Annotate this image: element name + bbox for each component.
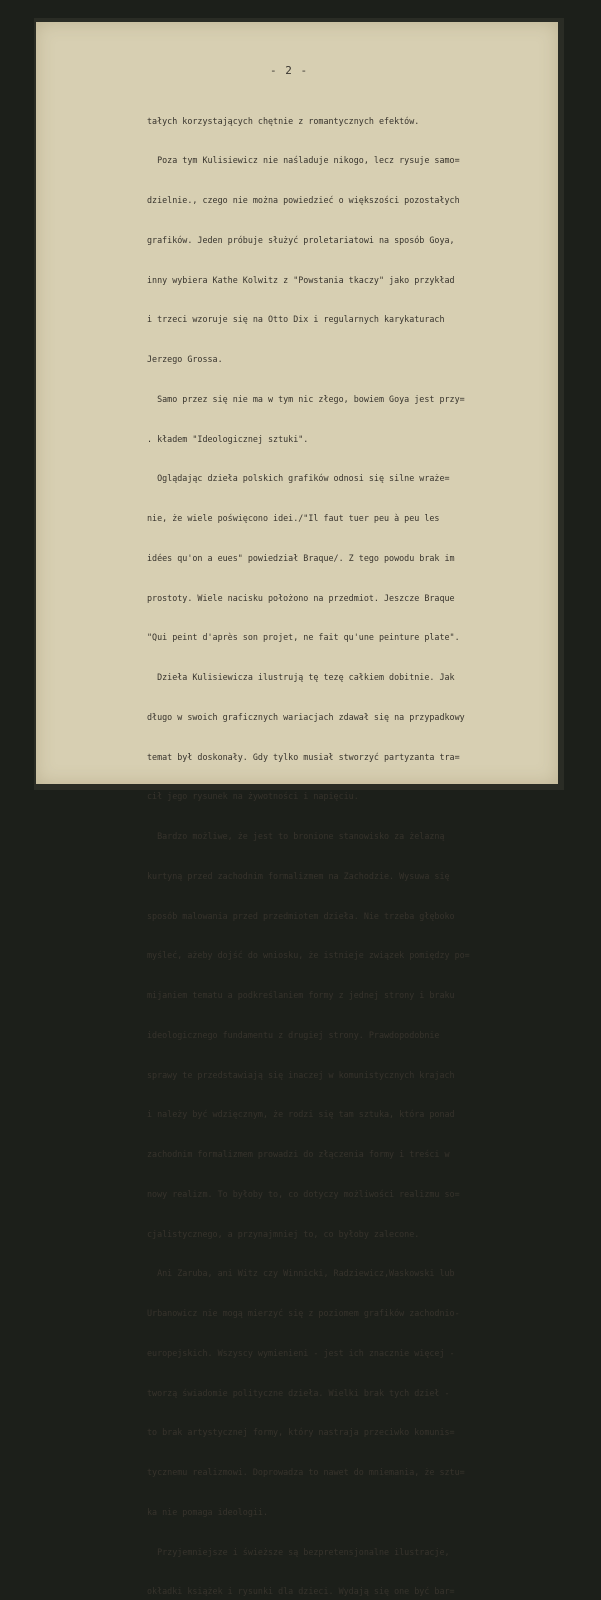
text-line: myśleć, ażeby dojść do wniosku, że istnieje związek pomiędzy po= bbox=[147, 950, 470, 961]
text-line: Dzieła Kulisiewicza ilustrują tę tezę całkiem dobitnie. Jak bbox=[147, 672, 455, 682]
text-line: Przyjemniejsze i świeższe są bezpretensjonalne ilustracje, bbox=[147, 1546, 450, 1557]
text-line: grafików. Jeden próbuje służyć proletariatowi na sposób Goya, bbox=[147, 234, 455, 245]
text-line: sposób malowania przed przedmiotem dzieła. Nie trzeba głęboko bbox=[147, 910, 455, 921]
text-line: Jerzego Grossa. bbox=[147, 354, 223, 364]
text-line: i należy być wdzięcznym, że rodzi się tam sztuka, która ponad bbox=[147, 1109, 455, 1120]
text-line: tycznemu realizmowi. Doprowadza to nawet do mniemania, że sztu= bbox=[147, 1467, 465, 1477]
text-line: zachodnim formalizmem prowadzi do złączenia formy i treści w bbox=[147, 1149, 450, 1159]
text-line: Samo przez się nie ma w tym nic złego, bowiem Goya jest przy= bbox=[147, 393, 465, 404]
text-line: temat był doskonały. Gdy tylko musiał stworzyć partyzanta tra= bbox=[147, 751, 460, 762]
text-line: ka nie pomaga ideologii. bbox=[147, 1506, 269, 1517]
text-line: cjalistycznego, a przynajmniej to, co byłoby zalecone. bbox=[147, 1228, 420, 1239]
text-line: to brak artystycznej formy, który nastraja przeciwko komunis= bbox=[147, 1427, 455, 1438]
text-line: i trzeci wzoruje się na Otto Dix i regularnych karykaturach bbox=[147, 314, 445, 325]
text-line: idées qu'on a eues" powiedział Braque/. Z tego powodu brak im bbox=[147, 552, 455, 563]
text-line: europejskich. Wszyscy wymienieni - jest ich znacznie więcej - bbox=[147, 1347, 455, 1358]
text-line: długo w swoich graficznych wariacjach zdawał się na przypadkowy bbox=[147, 711, 465, 722]
text-line: Poza tym Kulisiewicz nie naśladuje nikogo, lecz rysuje samo= bbox=[147, 155, 460, 166]
text-line: "Qui peint d'après son projet, ne fait qu'une peinture plate". bbox=[147, 632, 460, 643]
text-line: okładki książek i rysunki dla dzieci. Wydają się one być bar= bbox=[147, 1586, 455, 1597]
text-line: nie, że wiele poświęcono idei./"Il faut tuer peu à peu les bbox=[147, 513, 440, 523]
text-line: kurtyną przed zachodnim formalizmem na Zachodzie. Wysuwa się bbox=[147, 870, 450, 881]
text-line: Ani Zaruba, ani Witz czy Winnicki, Radziewicz,Waskowski lub bbox=[147, 1268, 455, 1279]
text-line: dzielnie., czego nie można powiedzieć o większości pozostałych bbox=[147, 195, 460, 205]
text-line: inny wybiera Kathe Kolwitz z "Powstania tkaczy" jako przykład bbox=[147, 274, 455, 285]
text-line: . kładem "Ideologicznej sztuki". bbox=[147, 433, 309, 444]
text-line: nowy realizm. To byłoby to, co dotyczy możliwości realizmu so= bbox=[147, 1188, 460, 1199]
text-line: tworzą świadomie polityczne dzieła. Wielki brak tych dzieł - bbox=[147, 1387, 450, 1398]
text-line: ideologicznego fundamentu z drugiej strony. Prawdopodobnie bbox=[147, 1029, 440, 1040]
page-number: - 2 - bbox=[270, 64, 309, 77]
text-line: cił jego rysunek na żywotności i napięciu. bbox=[147, 791, 359, 802]
text-line: Oglądając dzieła polskich grafików odnosi się silne wraże= bbox=[147, 473, 450, 484]
text-line: sprawy te przedstawiają się inaczej w komunistycznych krajach bbox=[147, 1069, 455, 1080]
body-text bbox=[147, 88, 557, 1600]
text-line: Bardzo możliwe, że jest to bronione stanowisko za żelazną bbox=[147, 831, 445, 841]
text-line: Urbanowicz nie mogą mierzyć się z poziomem grafików zachodnio- bbox=[147, 1308, 460, 1318]
text-line: prostoty. Wiele nacisku położono na przedmiot. Jeszcze Braque bbox=[147, 592, 455, 603]
text-line: mijaniem tematu a podkreślaniem formy z jednej strony i braku bbox=[147, 990, 455, 1000]
text-line: tałych korzystających chętnie z romantycznych efektów. bbox=[147, 115, 420, 126]
